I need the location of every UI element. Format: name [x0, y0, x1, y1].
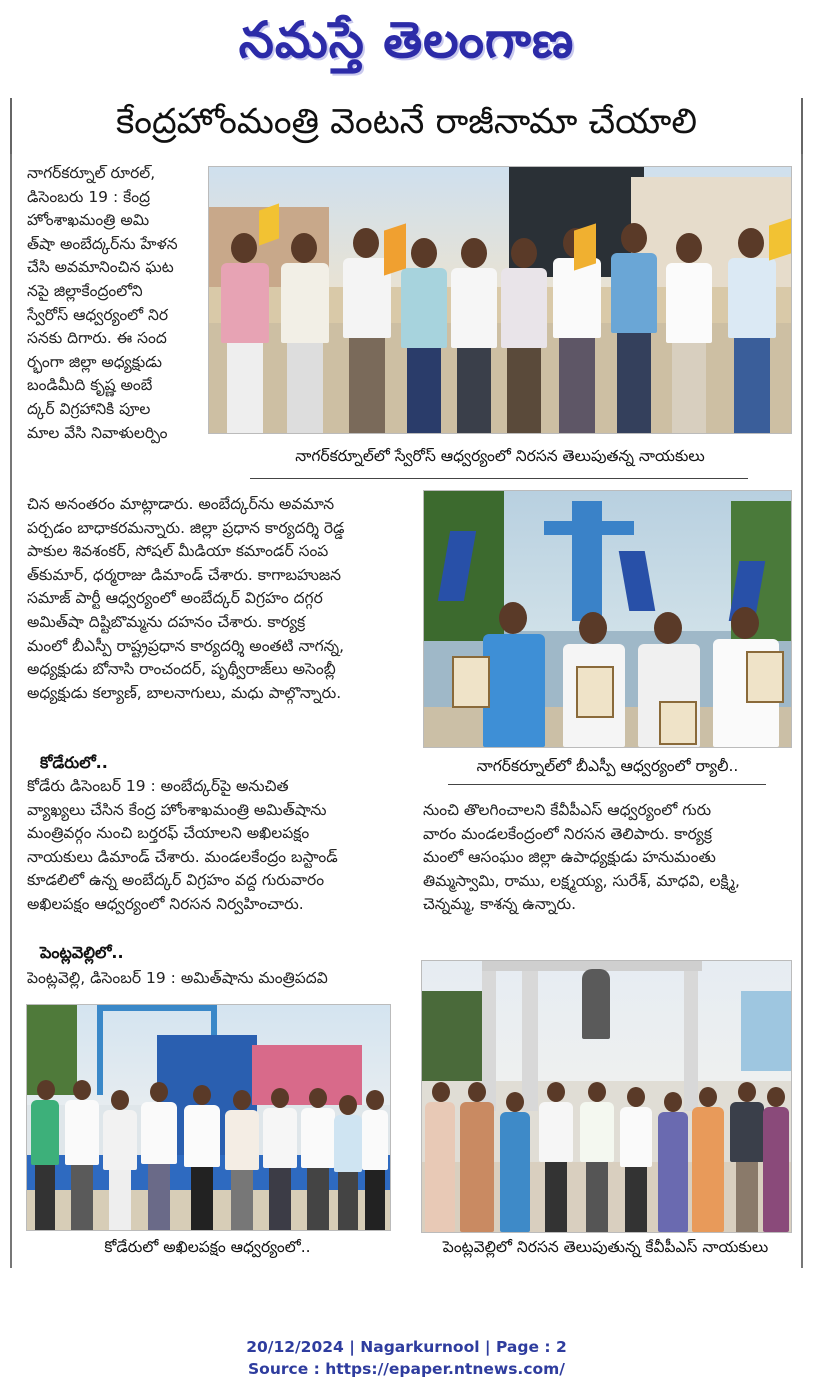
- pentlavelli-article-text-continued: [423, 799, 789, 917]
- text-line: స్వేరోస్ ఆధ్వర్యంలో నిర: [27, 305, 169, 324]
- article-headline: కేంద్రహోంమంత్రి వెంటనే రాజీనామా చేయాలి: [115, 102, 698, 142]
- text-line: అధ్యక్షుడు బోనాసి రాంచందర్, పృథ్వీరాజ్‌లు అసెంబ్లీ: [27, 660, 336, 679]
- text-line: పెంట్లవెల్లి, డిసెంబర్ 19 : అమిత్‌షాను మంత్రిపదవి: [27, 969, 328, 987]
- text-line: త్‌షా అంబేద్కర్‌ను హేళన: [27, 234, 178, 253]
- photo2-caption: నాగర్‌కర్నూల్‌లో బీఎస్పీ ఆధ్వర్యంలో ర్యాలీ..: [476, 757, 739, 775]
- caption-underline: [448, 784, 766, 785]
- photo1-caption: నాగర్‌కర్నూల్‌లో స్వేరోస్ ఆధ్వర్యంలో నిరసన తెలుపుతన్న నాయకులు: [295, 447, 705, 465]
- photo3-caption: కోడేరులో అఖిలపక్షం ఆధ్వర్యంలో..: [104, 1238, 311, 1256]
- pentlavelli-article-text: [27, 967, 392, 991]
- text-line: అమిత్‌షా దిష్టిబొమ్మను దహనం చేశారు. కార్యక్ర: [27, 612, 306, 631]
- text-line: చేసి అవమానించిన ఘట: [27, 258, 174, 277]
- photo-kodair-allparty: [26, 1004, 391, 1231]
- article-intro-text: [27, 162, 195, 445]
- text-line: ర్భంగా జిల్లా అధ్యక్షుడు: [27, 352, 163, 371]
- text-line: మంలో ఆసంఘం జిల్లా ఉపాధ్యక్షుడు హనుమంతు: [423, 848, 716, 867]
- text-line: త్‌కుమార్, ధర్మరాజు డిమాండ్ చేశారు. కాగాబహుజన: [27, 565, 342, 584]
- text-line: నాగర్‌కర్నూల్ రూరల్,: [27, 164, 156, 182]
- photo4-caption: పెంట్లవెల్లిలో నిరసన తెలుపుతున్న కేవీపీఎస్ నాయకులు: [442, 1238, 769, 1256]
- text-line: సమాజ్ పార్టీ ఆధ్వర్యంలో అంబేద్కర్ విగ్రహం దగ్గర: [27, 589, 323, 608]
- text-line: పర్చడం బాధాకరమన్నారు. జిల్లా ప్రధాన కార్యదర్శి రెడ్డ: [27, 518, 345, 537]
- article-body-text: [27, 493, 415, 705]
- footer-source-line: Source : https://epaper.ntnews.com/: [248, 1360, 565, 1378]
- text-line: కూడలిలో ఉన్న అంబేద్కర్ విగ్రహం వద్ద గురువారం: [27, 871, 325, 890]
- text-line: అఖిలపక్షం ఆధ్వర్యంలో నిరసన నిర్వహించారు.: [27, 894, 304, 913]
- text-line: నాయకులు డిమాండ్ చేశారు. మండలకేంద్రం బస్టాండ్: [27, 847, 338, 866]
- text-line: డిసెంబరు 19 : కేంద్ర: [27, 187, 151, 206]
- text-line: అధ్యక్షుడు కల్యాణ్, బాలనాగులు, మధు పాల్గొన్నారు.: [27, 683, 342, 702]
- text-line: కోడేరు డిసెంబర్ 19 : అంబేద్కర్‌పై అనుచిత: [27, 777, 289, 795]
- text-line: వ్యాఖ్యలు చేసిన కేంద్ర హోంశాఖమంత్రి అమిత్‌షాను: [27, 800, 327, 819]
- kodair-article-text: [27, 775, 392, 917]
- text-line: హోంశాఖమంత్రి అమి: [27, 211, 150, 230]
- text-line: వారం మండలకేంద్రంలో నిరసన తెలిపారు. కార్యక్ర: [423, 824, 712, 843]
- text-line: తిమ్మస్వామి, రాము, లక్ష్మయ్య, సురేశ్, మాధవి, లక్ష్మి,: [423, 871, 740, 890]
- photo-pentlavelli-kvps: [421, 960, 792, 1233]
- masthead-logo-text: నమస్తే తెలంగాణ: [238, 10, 575, 69]
- newspaper-masthead: [0, 0, 813, 92]
- text-line: నుంచి తొలగించాలని కేవీపీఎస్ ఆధ్వర్యంలో గురు: [423, 801, 712, 819]
- text-line: పాకుల శివశంకర్, సోషల్ మీడియా కమాండర్ సంప: [27, 542, 329, 561]
- text-line: నపై జిల్లాకేంద్రంలోని: [27, 281, 143, 300]
- caption-underline: [250, 478, 748, 479]
- text-line: మంలో బీఎస్పీ రాష్ట్రప్రధాన కార్యదర్శి అంతటి నాగన్న,: [27, 636, 345, 655]
- text-line: మంత్రివర్గం నుంచి బర్తరఫ్ చేయాలని అఖిలపక్షం: [27, 824, 310, 843]
- photo-bsp-rally: [423, 490, 792, 748]
- text-line: బండిమీది కృష్ణ అంబే: [27, 376, 153, 395]
- text-line: చెన్నమ్మ, కాశన్న ఉన్నారు.: [423, 895, 577, 914]
- text-line: మాల వేసి నివాళులర్పిం: [27, 423, 168, 442]
- text-line: చిన అనంతరం మాట్లాడారు. అంబేద్కర్‌ను అవమాన: [27, 495, 335, 513]
- text-line: ద్కర్ విగ్రహానికి పూల: [27, 399, 151, 418]
- section-subhead-pentlavelli: పెంట్లవెల్లిలో..: [40, 943, 124, 962]
- photo-swaeroes-protest: [208, 166, 792, 434]
- footer-date-line: 20/12/2024 | Nagarkurnool | Page : 2: [246, 1338, 567, 1356]
- text-line: సనకు దిగారు. ఈ సంద: [27, 329, 167, 348]
- section-subhead-kodair: కోడేరులో..: [40, 753, 108, 772]
- article-headline-box: [10, 98, 803, 154]
